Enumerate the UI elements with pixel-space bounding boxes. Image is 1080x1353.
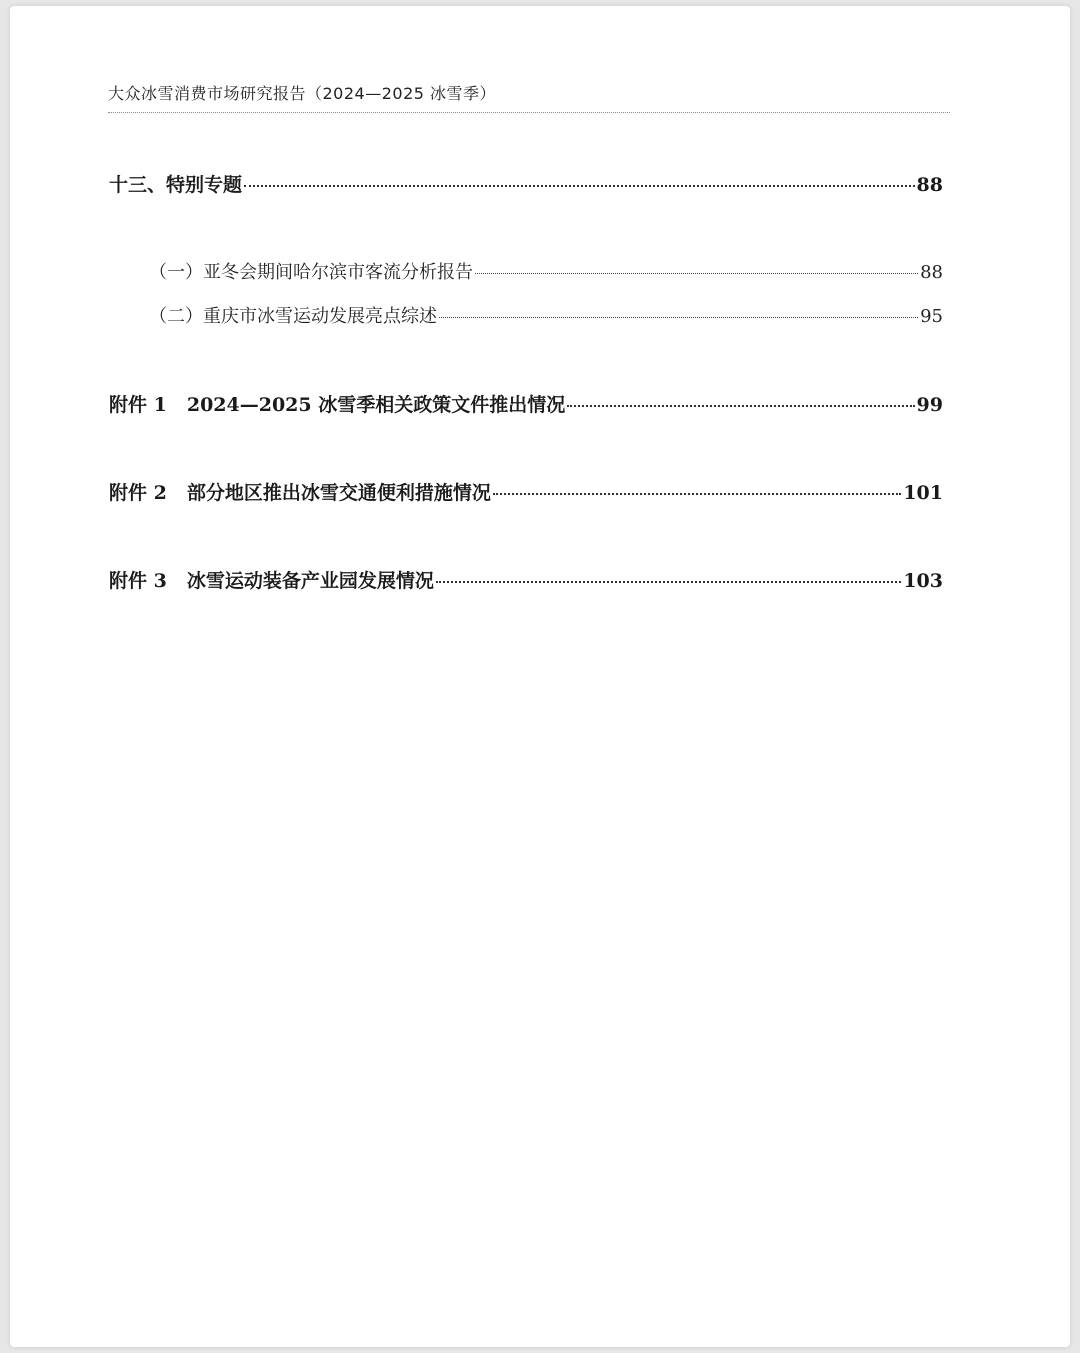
toc-entry-section-2[interactable] bbox=[149, 304, 943, 330]
appendix-title: 部分地区推出冰雪交通便利措施情况 bbox=[186, 482, 491, 504]
toc-entry-chapter-13[interactable] bbox=[109, 172, 943, 198]
dot-leader bbox=[439, 317, 918, 318]
appendix-number: 附件 1 bbox=[109, 394, 167, 416]
dot-leader bbox=[244, 185, 915, 187]
dot-leader bbox=[436, 581, 901, 583]
toc-entry-label bbox=[109, 568, 434, 594]
toc-page-number: 95 bbox=[920, 306, 943, 327]
appendix-number: 附件 3 bbox=[109, 570, 167, 592]
toc-entry-label: （二）重庆市冰雪运动发展亮点综述 bbox=[149, 306, 437, 327]
toc-entry-label: 十三、特别专题 bbox=[109, 174, 243, 196]
toc-entry-appendix-2[interactable] bbox=[109, 480, 943, 506]
toc-entry-appendix-1[interactable] bbox=[109, 392, 943, 418]
dot-leader bbox=[493, 493, 901, 495]
toc-entry-label bbox=[109, 392, 565, 418]
toc-page-number: 101 bbox=[903, 482, 943, 504]
appendix-title: 冰雪运动装备产业园发展情况 bbox=[186, 570, 434, 592]
document-page bbox=[10, 6, 1070, 1347]
toc-entry-section-1[interactable] bbox=[149, 260, 943, 286]
appendix-number: 附件 2 bbox=[109, 482, 167, 504]
toc-entry-label: （一）亚冬会期间哈尔滨市客流分析报告 bbox=[149, 262, 473, 283]
toc-entry-appendix-3[interactable] bbox=[109, 568, 943, 594]
toc-entry-label bbox=[109, 480, 491, 506]
toc-page-number: 99 bbox=[916, 394, 943, 416]
toc-page-number: 88 bbox=[920, 262, 943, 283]
toc-page-number: 88 bbox=[916, 174, 943, 196]
dot-leader bbox=[567, 405, 914, 407]
dot-leader bbox=[475, 273, 918, 274]
toc-page-number: 103 bbox=[903, 570, 943, 592]
appendix-title: 2024—2025 冰雪季相关政策文件推出情况 bbox=[186, 394, 566, 416]
running-header: 大众冰雪消费市场研究报告（2024—2025 冰雪季） bbox=[108, 84, 950, 113]
